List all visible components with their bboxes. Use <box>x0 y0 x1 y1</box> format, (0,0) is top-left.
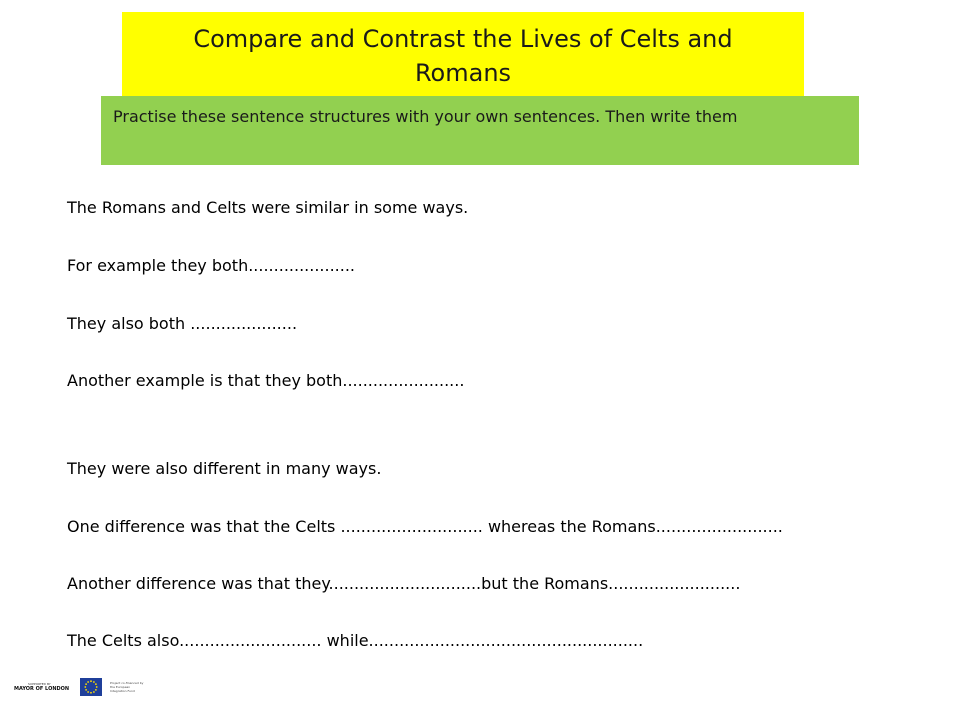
slide-title: Compare and Contrast the Lives of Celts and Romans <box>193 25 733 87</box>
eu-caption: Project co-financed by the European Integration Fund <box>110 681 144 693</box>
supporter-name: MAYOR OF LONDON <box>14 685 70 692</box>
sentence-another-difference: Another difference was that they..............................but the Romans.......................... <box>67 574 741 593</box>
sentence-one-difference: One difference was that the Celts ............................ whereas the Romans......................... <box>67 517 783 536</box>
footer-logos <box>14 672 144 702</box>
sentence-also-both: They also both ..................... <box>67 314 298 333</box>
mayor-of-london-logo <box>14 677 72 697</box>
title-banner <box>122 12 804 100</box>
sentence-example-both: For example they both..................... <box>67 256 356 275</box>
eu-flag-icon <box>80 678 102 696</box>
sentence-different-intro: They were also different in many ways. <box>67 459 382 478</box>
sentence-another-example: Another example is that they both........................ <box>67 371 465 390</box>
instruction-text: Practise these sentence structures with your own sentences. Then write them <box>113 107 738 126</box>
supporter-caption: SUPPORTED BY <box>28 681 51 686</box>
sentence-similar-intro: The Romans and Celts were similar in some ways. <box>67 198 469 217</box>
instruction-banner <box>101 96 859 165</box>
sentence-celts-also: The Celts also............................ while...................................................... <box>67 631 644 650</box>
